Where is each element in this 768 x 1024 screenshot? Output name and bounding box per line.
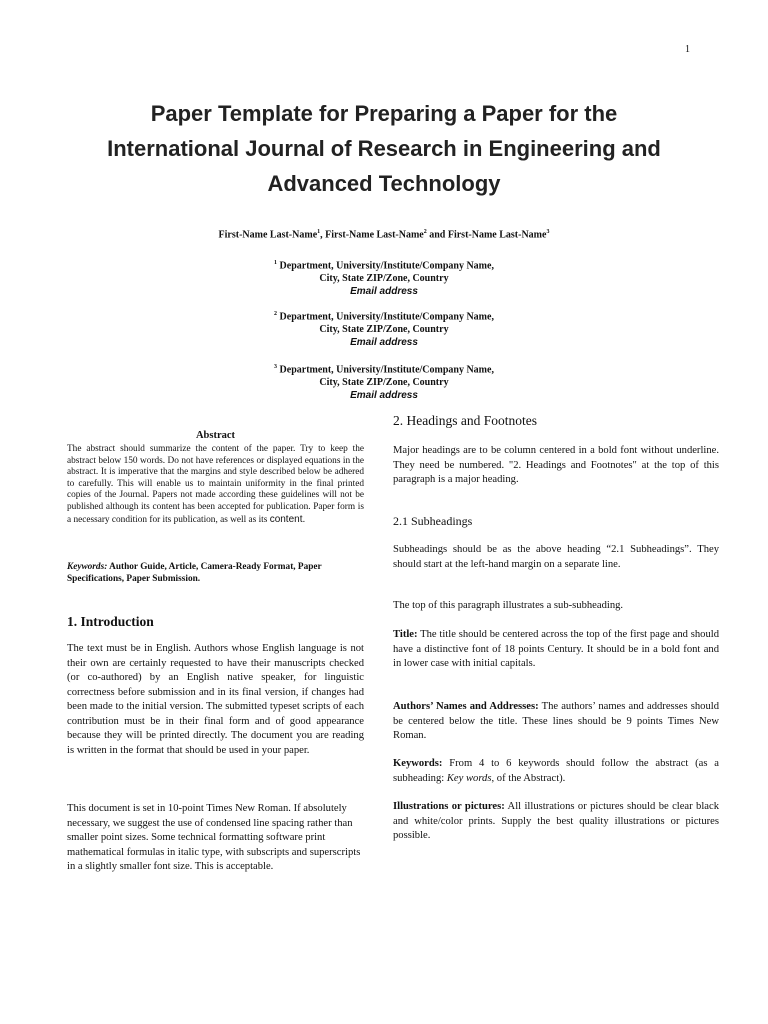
affiliation-sup: 2 <box>274 311 278 317</box>
guideline-text: From 4 to 6 keywords should follow the abstract (as a subheading: <box>393 758 719 784</box>
guideline-label: Keywords: <box>393 758 443 769</box>
introduction-paragraph: This document is set in 10-point Times New Roman. If absolutely necessary, we suggest the use of condensed line spacing rather than smaller point sizes. Some technical formatting software print mathematical formulas in italic type, with subscripts and superscripts in a slightly smaller font size. This is acceptable. <box>67 803 361 872</box>
subheadings-heading: 2.1 Subheadings <box>393 514 473 528</box>
keywords-text: Author Guide, Article, Camera-Ready Format, Paper Specifications, Paper Submission. <box>67 562 322 584</box>
affiliation-location: City, State ZIP/Zone, Country <box>319 377 449 389</box>
abstract-text: The abstract should summarize the content of the paper. Try to keep the abstract below 150 words. Do not have references or displayed equations in the abstract. It is imperative that the margins and style described below be adhered to carefully. This will enable us to maintain uniformity in the final printed copies of the Journal. Papers not made according these guidelines will not be published although its content has been accepted for publication. Paper form is a necessary condition for its publication, as well as its <box>67 444 364 525</box>
affiliation-sup: 1 <box>274 260 278 266</box>
affiliation-email: Email address <box>350 390 418 402</box>
affiliation-sup: 3 <box>274 364 278 370</box>
title-line-1: Paper Template for Preparing a Paper for the <box>150 101 618 126</box>
title-guideline <box>393 628 719 672</box>
guideline-text: The authors’ names and addresses should be centered below the title. These lines should be 9 points Times New Roman. <box>393 701 719 741</box>
headings-paragraph: Major headings are to be column centered in a bold font without underline. They need be numbered. "2. Headings and Footnotes" at the top of this paragraph is a major heading. <box>393 445 719 485</box>
subheadings-paragraph: Subheadings should be as the above heading “2.1 Subheadings”. They should start at the left-hand margin on a separate line. <box>393 544 719 570</box>
guideline-text: , of the Abstract). <box>491 772 566 784</box>
introduction-paragraph: The text must be in English. Authors whose English language is not their own are certainly requested to have their manuscripts checked (or co-authored) by an English native speaker, for linguistic correctness before submission and in its final version, if changes had been made to the initial version. The submitted typeset scripts of each contribution must be in their final form and of good appearance because they will be printed directly. The document you are reading is written in the format that should be used in your paper. <box>67 643 364 756</box>
guideline-text: The title should be centered across the top of the first page and should have a distinctive font of 18 points Century. It should be in a bold font and in lower case with initial capitals. <box>393 629 719 669</box>
affiliation-3 <box>0 361 768 402</box>
abstract-heading: Abstract <box>195 430 236 441</box>
headings-section-heading: 2. Headings and Footnotes <box>393 413 537 428</box>
keywords-guideline <box>393 757 719 786</box>
title-line-3: Advanced Technology <box>267 171 501 196</box>
guideline-label: Title: <box>393 629 418 640</box>
author-3: First-Name Last-Name <box>447 229 547 241</box>
keywords <box>67 561 364 585</box>
authors-guideline <box>393 700 719 744</box>
affiliation-location: City, State ZIP/Zone, Country <box>319 324 449 336</box>
paper-title <box>40 96 728 201</box>
page-number: 1 <box>685 44 690 55</box>
affiliation-department: Department, University/Institute/Company Name, <box>277 311 494 323</box>
author-1: First-Name Last-Name <box>218 229 318 241</box>
author-separator: and <box>426 229 448 241</box>
guideline-text: All illustrations or pictures should be clear black and white/color prints. Supply the best quality illustrations or pictures possible. <box>393 801 719 841</box>
affiliation-email: Email address <box>350 286 418 298</box>
abstract-body <box>67 444 364 526</box>
author-list <box>0 229 768 240</box>
keywords-label: Keywords: <box>67 562 108 572</box>
guideline-label: Authors’ Names and Addresses: <box>393 701 539 712</box>
affiliation-2 <box>0 308 768 349</box>
introduction-heading: 1. Introduction <box>67 614 154 629</box>
affiliation-department: Department, University/Institute/Company Name, <box>277 364 494 376</box>
abstract-text-end: content. <box>269 513 306 525</box>
author-3-sup: 3 <box>546 229 550 235</box>
author-2: First-Name Last-Name <box>325 229 424 241</box>
guideline-italic: Key words <box>446 772 492 784</box>
guideline-label: Illustrations or pictures: <box>393 801 505 812</box>
affiliation-email: Email address <box>350 337 418 349</box>
author-1-sup: 1 <box>317 229 321 235</box>
author-2-sup: 2 <box>423 229 427 235</box>
affiliation-1 <box>0 257 768 298</box>
illustrations-guideline <box>393 800 719 844</box>
title-line-2: International Journal of Research in Engineering and <box>107 136 661 161</box>
affiliation-department: Department, University/Institute/Company Name, <box>277 260 494 272</box>
subsubheading-paragraph: The top of this paragraph illustrates a sub-subheading. <box>393 600 624 611</box>
author-separator: , <box>320 229 326 241</box>
affiliation-location: City, State ZIP/Zone, Country <box>319 273 449 285</box>
